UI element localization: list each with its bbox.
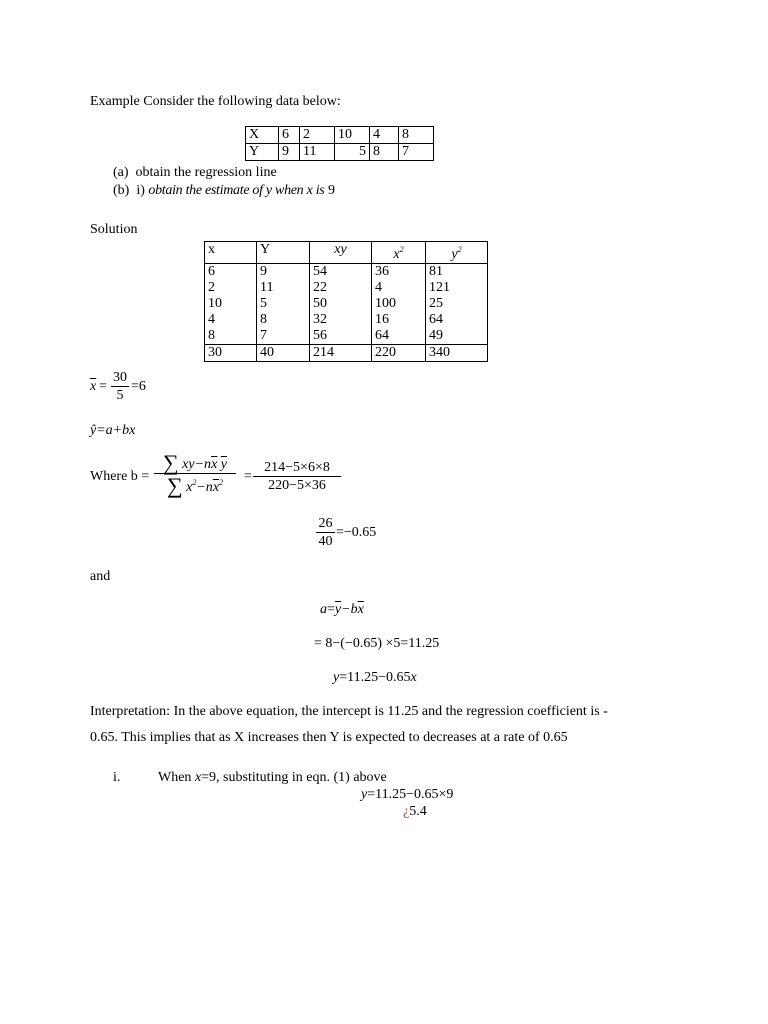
table-cell: 54 bbox=[310, 264, 372, 281]
question-b-value: 9 bbox=[327, 183, 335, 198]
b-result-fraction bbox=[316, 516, 335, 549]
table-cell: 36 bbox=[372, 264, 426, 281]
table-cell: 100 bbox=[372, 296, 426, 312]
b-formula-eq: = bbox=[244, 469, 252, 484]
table-cell: 4 bbox=[372, 280, 426, 296]
table-cell: 121 bbox=[426, 280, 488, 296]
table-cell: X bbox=[246, 127, 279, 144]
question-a-label: (a) bbox=[113, 165, 129, 180]
question-a bbox=[113, 165, 277, 181]
fraction-denominator: 40 bbox=[318, 534, 333, 549]
table-cell: 10 bbox=[335, 127, 370, 144]
table-cell: 2 bbox=[300, 127, 335, 144]
table-cell: 7 bbox=[257, 328, 310, 345]
answer-mark: ¿ bbox=[403, 804, 410, 819]
part-i-label: i. bbox=[113, 770, 121, 785]
total-cell: 340 bbox=[426, 345, 488, 362]
table-row bbox=[205, 296, 488, 312]
fraction-numerator: 214−5×6×8 bbox=[264, 460, 330, 475]
table-cell: 8 bbox=[370, 144, 399, 161]
regression-equation bbox=[90, 423, 135, 439]
table-cell: 6 bbox=[279, 127, 300, 144]
solution-table bbox=[204, 241, 488, 362]
question-a-text: obtain the regression line bbox=[135, 165, 277, 180]
table-row bbox=[205, 264, 488, 281]
table-cell: 22 bbox=[310, 280, 372, 296]
question-b-text: obtain the estimate of y when x is bbox=[148, 183, 325, 198]
header-cell: xy bbox=[310, 242, 372, 264]
table-cell: 9 bbox=[257, 264, 310, 281]
solution-table-header bbox=[205, 242, 488, 264]
table-cell: 32 bbox=[310, 312, 372, 328]
table-cell: 8 bbox=[205, 328, 257, 345]
example-title: Example Consider the following data below: bbox=[90, 94, 341, 109]
table-row bbox=[205, 312, 488, 328]
b-formula-label: Where b = bbox=[90, 469, 150, 484]
part-i-answer bbox=[403, 804, 427, 820]
table-cell: 7 bbox=[399, 144, 434, 161]
fraction-denominator: 5 bbox=[116, 388, 124, 403]
data-table-row-x bbox=[246, 127, 434, 144]
fraction-denominator: ∑ $x^2-n\overline{x}^2$ bbox=[166, 473, 224, 498]
part-i-text: When x=9, substituting in eqn. (1) above bbox=[158, 770, 387, 785]
table-cell: 81 bbox=[426, 264, 488, 281]
header-cell: Y bbox=[257, 242, 310, 264]
table-cell: 8 bbox=[257, 312, 310, 328]
answer-value: 5.4 bbox=[409, 804, 427, 819]
table-cell: 50 bbox=[310, 296, 372, 312]
header-cell: x bbox=[205, 242, 257, 264]
solution-label: Solution bbox=[90, 222, 138, 237]
header-cell-y2: $y^2$ bbox=[426, 242, 488, 264]
table-row bbox=[205, 280, 488, 296]
header-cell-x2: $x^2$ bbox=[372, 242, 426, 264]
and-label: and bbox=[90, 569, 111, 584]
a-formula: $a=\overline{y}-b\overline{x}$ bbox=[320, 602, 364, 617]
table-cell: 2 bbox=[205, 280, 257, 296]
b-formula-fraction bbox=[154, 450, 236, 498]
data-table-row-y bbox=[246, 144, 434, 161]
table-cell: 10 bbox=[205, 296, 257, 312]
total-cell: 220 bbox=[372, 345, 426, 362]
b-formula-substitution bbox=[253, 460, 341, 493]
table-cell: 64 bbox=[372, 328, 426, 345]
table-cell: 56 bbox=[310, 328, 372, 345]
b-result-value: =−0.65 bbox=[336, 525, 377, 540]
totals-row bbox=[205, 345, 488, 362]
data-table bbox=[245, 126, 434, 161]
table-cell: 11 bbox=[300, 144, 335, 161]
mean-x-symbol: $\overline{x}$ bbox=[90, 379, 97, 394]
table-cell: 4 bbox=[370, 127, 399, 144]
interpretation-line-1: Interpretation: In the above equation, the intercept is 11.25 and the regression coefficient is - bbox=[90, 704, 608, 719]
y-hat-symbol: ŷ bbox=[90, 423, 97, 438]
table-cell: Y bbox=[246, 144, 279, 161]
table-cell: 8 bbox=[399, 127, 434, 144]
question-b bbox=[113, 183, 335, 199]
fitted-equation: y=11.25−0.65x bbox=[333, 670, 417, 685]
total-cell: 40 bbox=[257, 345, 310, 362]
table-cell: 5 bbox=[257, 296, 310, 312]
mean-x-result: =6 bbox=[131, 379, 146, 394]
interpretation-line-2: 0.65. This implies that as X increases then Y is expected to decreases at a rate of 0.65 bbox=[90, 730, 568, 745]
table-cell: 6 bbox=[205, 264, 257, 281]
table-cell: 4 bbox=[205, 312, 257, 328]
fraction-numerator: ∑ $xy-n\overline{x}$ $\overline{y}$ bbox=[162, 450, 227, 475]
table-cell: 64 bbox=[426, 312, 488, 328]
table-cell: 11 bbox=[257, 280, 310, 296]
table-cell: 9 bbox=[279, 144, 300, 161]
a-calculation: = 8−(−0.65) ×5=11.25 bbox=[314, 636, 440, 651]
total-cell: 214 bbox=[310, 345, 372, 362]
part-i-equation: y=11.25−0.65×9 bbox=[361, 787, 454, 802]
mean-x-eq: = bbox=[99, 379, 107, 394]
question-b-label: (b) bbox=[113, 183, 130, 198]
table-cell: 16 bbox=[372, 312, 426, 328]
table-cell: 25 bbox=[426, 296, 488, 312]
mean-x-fraction bbox=[111, 370, 129, 403]
fraction-numerator: 26 bbox=[318, 516, 333, 531]
regression-rhs: =a+bx bbox=[96, 423, 136, 438]
question-b-roman: i) bbox=[136, 183, 145, 198]
fraction-denominator: 220−5×36 bbox=[268, 478, 326, 493]
table-cell: 5 bbox=[335, 144, 370, 161]
total-cell: 30 bbox=[205, 345, 257, 362]
table-cell: 49 bbox=[426, 328, 488, 345]
fraction-numerator: 30 bbox=[113, 370, 127, 385]
table-row bbox=[205, 328, 488, 345]
